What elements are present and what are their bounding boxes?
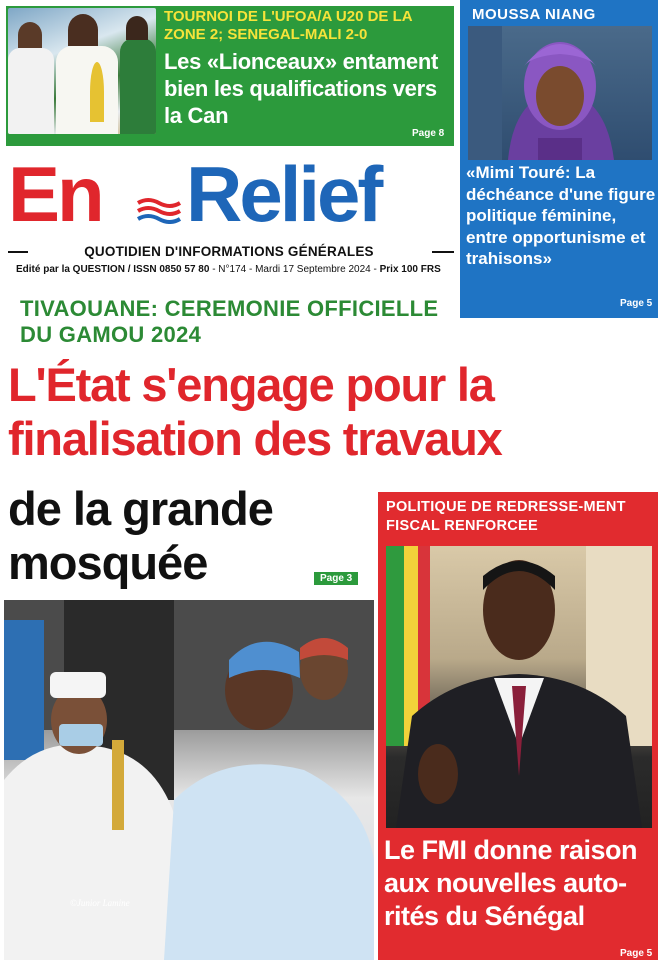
portrait-illustration: [468, 26, 652, 160]
president-photo: [386, 546, 652, 828]
masthead-brand-en[interactable]: En: [8, 150, 102, 238]
politics-kicker: POLITIQUE DE REDRESSE-MENT FISCAL RENFORCEE: [386, 499, 626, 534]
photo-credit: ©Junior Lamine: [70, 898, 130, 908]
lead-page-ref: Page 3: [314, 572, 358, 585]
sports-headline[interactable]: Les «Lionceaux» entament bien les qualifications vers la Can: [164, 49, 439, 128]
opinion-headline[interactable]: «Mimi Touré: La déchéance d'une figure politique féminine, entre opportunisme et trahisons»: [466, 163, 656, 268]
sports-photo: [8, 8, 156, 134]
opinion-page-ref: Page 5: [620, 298, 653, 309]
masthead-info-line: [16, 264, 456, 275]
lead-photo-illustration: [4, 600, 374, 960]
politics-page-ref: Page 5: [620, 948, 653, 959]
lead-headline-black[interactable]: de la grande mosquée: [8, 482, 273, 589]
masthead-rule-right: [432, 251, 454, 253]
masthead-brand-relief[interactable]: Relief: [186, 150, 381, 238]
sports-kicker: TOURNOI DE L'UFOA/A U20 DE LA ZONE 2; SENEGAL-MALI 2-0: [164, 8, 413, 43]
masthead-issue: - N°174 - Mardi 17 Septembre 2024 -: [209, 264, 380, 275]
sports-page-ref: Page 8: [412, 128, 445, 139]
lead-photo: [4, 600, 374, 960]
masthead-publisher: Edité par la QUESTION / ISSN 0850 57 80: [16, 264, 210, 275]
lead-headline-red[interactable]: L'État s'engage pour la finalisation des travaux: [8, 358, 502, 465]
president-illustration: [386, 546, 652, 828]
masthead-wave-icon: [134, 196, 184, 224]
portrait-photo: [468, 26, 652, 160]
lead-kicker: TIVAOUANE: CEREMONIE OFFICIELLE DU GAMOU 2024: [20, 296, 439, 347]
politics-headline[interactable]: Le FMI donne raison aux nouvelles auto-rités du Sénégal: [384, 835, 638, 931]
masthead-price: Prix 100 FRS: [379, 264, 441, 275]
opinion-author: MOUSSA NIANG: [472, 6, 596, 23]
masthead-subtitle: QUOTIDIEN D'INFORMATIONS GÉNÉRALES: [84, 244, 374, 259]
